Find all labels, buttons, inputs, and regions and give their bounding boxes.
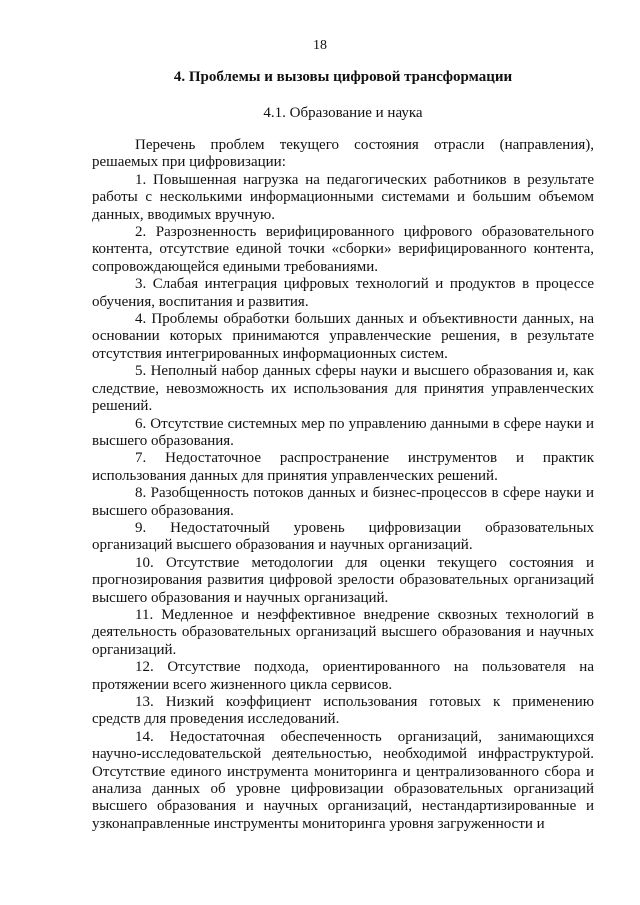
problem-item-11: 11. Медленное и неэффективное внедрение сквозных технологий в деятельность образовательных организаций высшего образования и научных организаций. (92, 606, 594, 658)
problem-item-13: 13. Низкий коэффициент использования готовых к применению средств для проведения исследований. (92, 694, 594, 728)
intro-paragraph: Перечень проблем текущего состояния отрасли (направления), решаемых при цифровизации: (92, 137, 594, 171)
subsection-title: 4.1. Образование и наука (263, 105, 423, 121)
problem-item-8: 8. Разобщенность потоков данных и бизнес-процессов в сфере науки и высшего образования. (92, 485, 594, 519)
problem-item-6: 6. Отсутствие системных мер по управлению данными в сфере науки и высшего образования. (92, 415, 594, 449)
page-number: 18 (313, 38, 327, 53)
problem-item-2: 2. Разрозненность верифицированного цифрового образовательного контента, отсутствие единой точки «сборки» верифицированного контента, сопровождающейся едиными требованиями. (92, 224, 594, 275)
problem-item-4: 4. Проблемы обработки больших данных и объективности данных, на основании которых принимаются управленческие решения, в результате отсутствия интегрированных информационных систем. (92, 311, 594, 362)
problem-item-1: 1. Повышенная нагрузка на педагогических работников в результате работы с несколькими информационными системами и большим объемом данных, вводимых вручную. (92, 171, 594, 223)
problem-item-9: 9. Недостаточный уровень цифровизации образовательных организаций высшего образования и научных организаций. (92, 519, 594, 554)
problem-item-12: 12. Отсутствие подхода, ориентированного на пользователя на протяжении всего жизненного цикла сервисов. (92, 659, 594, 693)
problem-item-5: 5. Неполный набор данных сферы науки и высшего образования и, как следствие, невозможность их использования для принятия управленческих решений. (92, 363, 594, 415)
problem-item-7: 7. Недостаточное распространение инструментов и практик использования данных для принятия управленческих решений. (92, 450, 594, 484)
problem-item-14: 14. Недостаточная обеспеченность организаций, занимающихся научно-исследовательской деятельностью, необходимой инфраструктурой. Отсутствие единого инструмента мониторинга и централизованного сбора и анализа данных об уровне цифровизации образовательных организаций высшего образования и научных организаций, нестандартизированные и узконаправленные инструменты мониторинга уровня загруженности и (92, 728, 594, 832)
problem-item-10: 10. Отсутствие методологии для оценки текущего состояния и прогнозирования развития цифровой зрелости образовательных организаций высшего образования и научных организаций. (92, 554, 594, 606)
section-title: 4. Проблемы и вызовы цифровой трансформации (173, 69, 513, 85)
body-text (92, 137, 594, 833)
problem-item-3: 3. Слабая интеграция цифровых технологий и продуктов в процессе обучения, воспитания и развития. (92, 276, 594, 310)
